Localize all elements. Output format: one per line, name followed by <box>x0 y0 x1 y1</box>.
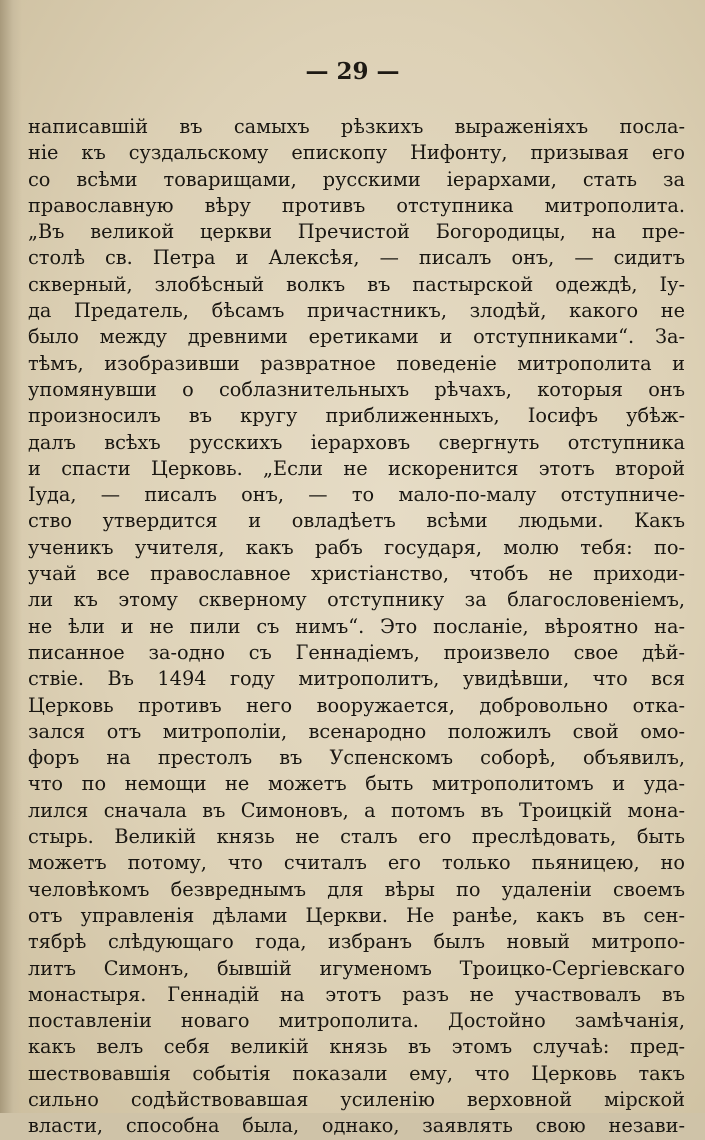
text-line: православную вѣру противъ отступника митрополита. <box>28 193 685 217</box>
text-line: было между древними еретиками и отступниками“. За- <box>28 325 685 349</box>
text-line: стырь. Великій князь не сталъ его преслѣдовать, быть <box>28 825 685 849</box>
text-line: тябрѣ слѣдующаго года, избранъ былъ новый митропо- <box>28 930 685 954</box>
text-line: что по немощи не можетъ быть митрополитомъ и уда- <box>28 772 685 796</box>
text-line: шествовавшія событія показали ему, что Церковь такъ <box>28 1061 685 1085</box>
text-line: со всѣми товарищами, русскими іерархами, стать за <box>28 167 685 191</box>
text-line: тѣмъ, изобразивши развратное поведеніе митрополита и <box>28 351 685 375</box>
text-line: человѣкомъ безвреднымъ для вѣры по удаленіи своемъ <box>28 877 685 901</box>
text-line: ли къ этому скверному отступнику за благословеніемъ, <box>28 588 685 612</box>
text-line: Церковь противъ него вооружается, добровольно отка- <box>28 693 685 717</box>
text-line: ученикъ учителя, какъ рабъ государя, молю тебя: по- <box>28 535 685 559</box>
text-line: упомянувши о соблазнительныхъ рѣчахъ, которыя онъ <box>28 377 685 401</box>
text-line: да Предатель, бѣсамъ причастникъ, злодѣй, какого не <box>28 299 685 323</box>
text-line: отъ управленія дѣлами Церкви. Не ранѣе, какъ въ сен- <box>28 903 685 927</box>
text-line: сильно содѣйствовавшая усиленію верховной мірской <box>28 1087 685 1111</box>
text-line: лился сначала въ Симоновъ, а потомъ въ Троицкій мона- <box>28 798 685 822</box>
text-line: форъ на престолъ въ Успенскомъ соборѣ, объявилъ, <box>28 746 685 770</box>
text-line: ніе къ суздальскому епископу Нифонту, призывая его <box>28 141 685 165</box>
text-line: власти, способна была, однако, заявлять свою незави- <box>28 1114 685 1138</box>
text-line: столѣ св. Петра и Алексѣя, — писалъ онъ, — сидитъ <box>28 246 685 270</box>
text-line: далъ всѣхъ русскихъ іерарховъ свергнуть отступника <box>28 430 685 454</box>
text-line: литъ Симонъ, бывшій игуменомъ Троицко-Сергіевскаго <box>28 956 685 980</box>
text-line: ство утвердится и овладѣетъ всѣми людьми. Какъ <box>28 509 685 533</box>
page-gutter-shadow <box>0 0 22 1113</box>
text-line: какъ велъ себя великій князь въ этомъ случаѣ: пред- <box>28 1035 685 1059</box>
text-line: зался отъ митрополіи, всенародно положилъ свой омо- <box>28 719 685 743</box>
text-line: монастыря. Геннадій на этотъ разъ не участвовалъ въ <box>28 982 685 1006</box>
text-line: поставленіи новаго митрополита. Достойно замѣчанія, <box>28 1009 685 1033</box>
body-text <box>28 114 685 1140</box>
text-line: и спасти Церковь. „Если не искоренится этотъ второй <box>28 456 685 480</box>
text-line: учай все православное христіанство, чтобъ не приходи- <box>28 562 685 586</box>
text-line: произносилъ въ кругу приближенныхъ, Іосифъ убѣж- <box>28 404 685 428</box>
page-number: — 29 — <box>305 58 400 85</box>
text-line: ствіе. Въ 1494 году митрополитъ, увидѣвши, что вся <box>28 667 685 691</box>
text-line: „Въ великой церкви Пречистой Богородицы, на пре- <box>28 220 685 244</box>
text-line: писанное за-одно съ Геннадіемъ, произвело свое дѣй- <box>28 640 685 664</box>
text-line: Іуда, — писалъ онъ, — то мало-по-малу отступниче- <box>28 483 685 507</box>
text-line: написавшій въ самыхъ рѣзкихъ выраженіяхъ посла- <box>28 115 685 138</box>
text-line: скверный, злобѣсный волкъ въ пастырской одеждѣ, Іу- <box>28 272 685 296</box>
text-line: можетъ потому, что считалъ его только пьяницею, но <box>28 851 685 875</box>
text-line: не ѣли и не пили съ нимъ“. Это посланіе, вѣроятно на- <box>28 614 685 638</box>
